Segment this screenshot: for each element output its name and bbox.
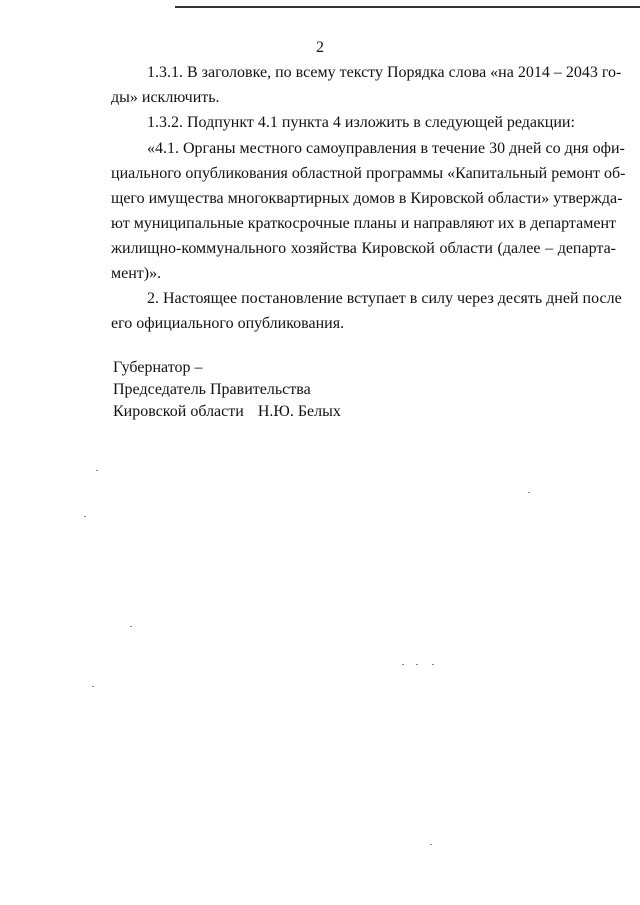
page-number: 2 xyxy=(316,39,324,56)
paragraph-3-line-1: «4.1. Органы местного самоуправления в течение 30 дней со дня офи- xyxy=(147,140,625,157)
scan-top-edge xyxy=(175,6,640,8)
paragraph-3-line-5: жилищно-коммунального хозяйства Кировской области (далее – департа- xyxy=(111,240,616,257)
scan-speck xyxy=(130,626,132,627)
scan-speck xyxy=(92,686,94,687)
scan-speck xyxy=(402,664,404,665)
scan-speck xyxy=(432,664,434,665)
signature-title-3 xyxy=(113,402,341,422)
paragraph-4-line-2: его официального опубликования. xyxy=(111,315,345,332)
signature-name: Н.Ю. Белых xyxy=(257,403,341,420)
paragraph-3-line-4: ют муниципальные краткосрочные планы и направляют их в департамент xyxy=(111,215,616,232)
paragraph-1-line-1: 1.3.1. В заголовке, по всему тексту Порядка слова «на 2014 – 2043 го- xyxy=(147,64,622,81)
paragraph-3-line-6: мент)». xyxy=(111,265,162,282)
signature-title-1: Губернатор – xyxy=(113,359,203,376)
scan-speck xyxy=(416,664,418,665)
paragraph-1-line-2: ды» исключить. xyxy=(111,89,220,106)
scan-speck xyxy=(84,516,86,517)
paragraph-3-line-3: щего имущества многоквартирных домов в Кировской области» утвержда- xyxy=(111,190,623,207)
scan-speck xyxy=(96,470,98,471)
paragraph-3-line-2: циального опубликования областной программы «Капитальный ремонт об- xyxy=(111,165,626,182)
scan-speck xyxy=(528,492,530,493)
paragraph-4-line-1: 2. Настоящее постановление вступает в силу через десять дней после xyxy=(147,290,622,307)
signature-title-2: Председатель Правительства xyxy=(113,381,311,398)
signature-region: Кировской области xyxy=(113,403,244,420)
paragraph-2-line-1: 1.3.2. Подпункт 4.1 пункта 4 изложить в следующей редакции: xyxy=(147,114,575,131)
scan-speck xyxy=(430,844,432,845)
